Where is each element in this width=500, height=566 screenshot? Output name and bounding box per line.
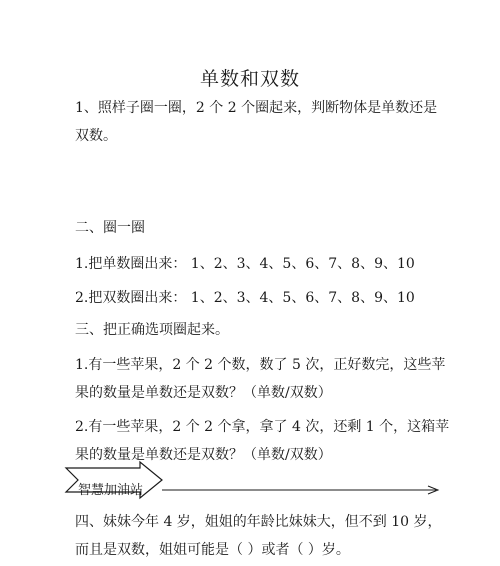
section1-line2: 双数。 <box>75 128 117 144</box>
section2-item2: 2.把双数圈出来： 1、2、3、4、5、6、7、8、9、10 <box>75 290 415 306</box>
section3-q1-line1: 1.有一些苹果，2 个 2 个数，数了 5 次，正好数完，这些苹 <box>75 357 446 373</box>
section3-q2-line2: 果的数量是单数还是双数？（单数/双数） <box>75 447 332 463</box>
section4-line2: 而且是双数，姐姐可能是（ ）或者（ ）岁。 <box>75 542 350 558</box>
section2-item1: 1.把单数圈出来： 1、2、3、4、5、6、7、8、9、10 <box>75 256 415 272</box>
section2-heading: 二、圈一圈 <box>75 220 145 236</box>
banner-label: 智慧加油站 <box>78 483 144 498</box>
banner <box>64 460 444 500</box>
page-title: 单数和双数 <box>199 68 300 90</box>
section4-line1: 四、妹妹今年 4 岁，姐姐的年龄比妹妹大，但不到 10 岁， <box>75 514 442 530</box>
section3-heading: 三、把正确选项圈起来。 <box>75 322 229 338</box>
section3-q1-line2: 果的数量是单数还是双数？（单数/双数） <box>75 385 332 401</box>
section1-line1: 1、照样子圈一圈，2 个 2 个圈起来，判断物体是单数还是 <box>75 100 438 116</box>
section3-q2-line1: 2.有一些苹果，2 个 2 个拿，拿了 4 次，还剩 1 个，这箱苹 <box>75 419 450 435</box>
